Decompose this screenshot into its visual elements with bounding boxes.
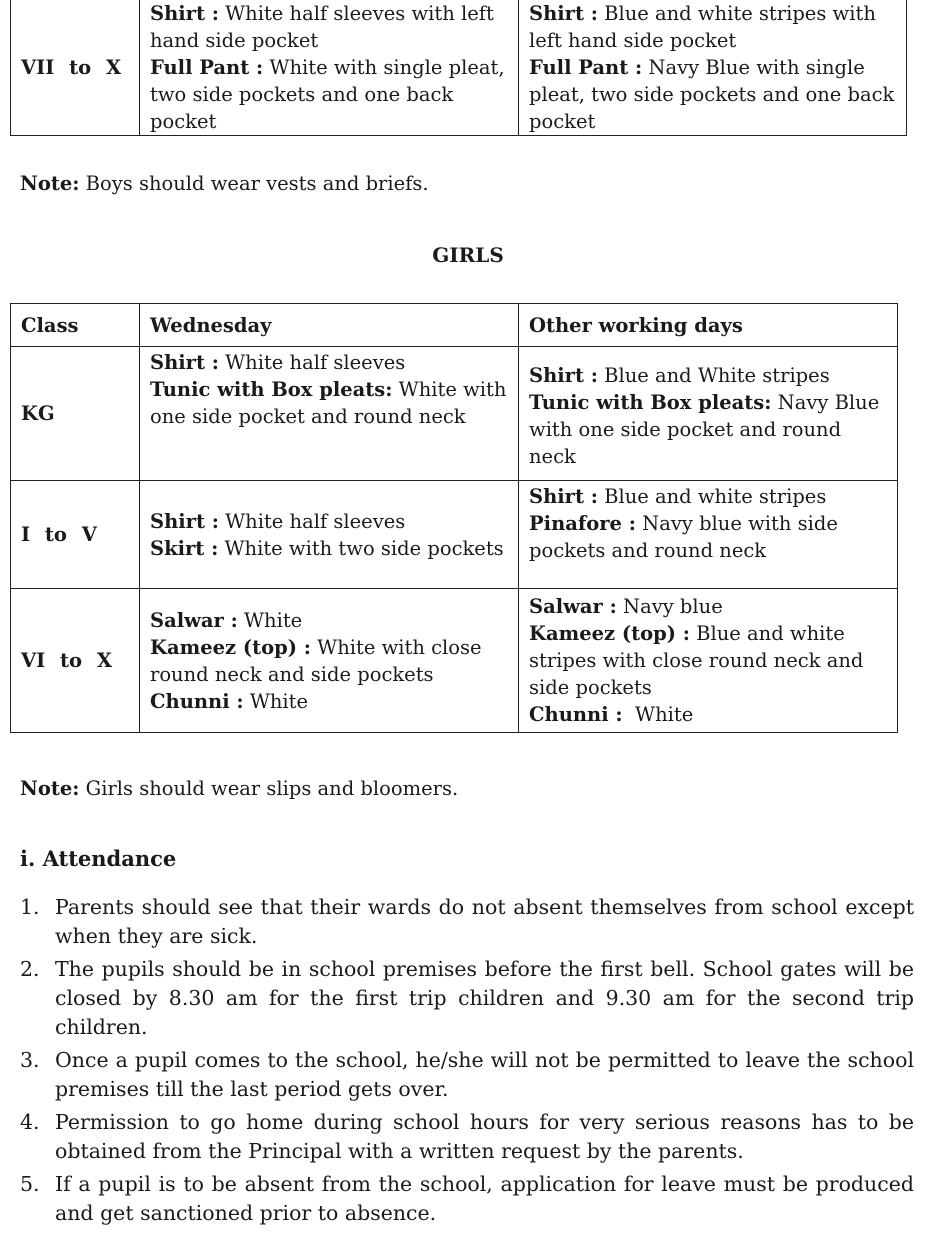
list-item: 1. Parents should see that their wards do not absent themselves from school except when they are sick.: [20, 895, 914, 948]
list-item: 2. The pupils should be in school premises before the first bell. School gates will be closed by 8.30 am for the first trip children and 9.30 am for the second trip children.: [20, 957, 914, 1039]
other-days-cell: Shirt : Blue and white stripes Pinafore : Navy blue with side pockets and round neck: [519, 481, 898, 589]
header-wednesday: Wednesday: [140, 304, 519, 347]
class-cell: KG: [11, 347, 140, 481]
list-item: 3. Once a pupil comes to the school, he/she will not be permitted to leave the school premises till the last period gets over.: [20, 1048, 914, 1101]
wednesday-cell: Shirt : White half sleeves Tunic with Box pleats: White with one side pocket and round neck: [140, 347, 519, 481]
girls-note: Note: Girls should wear slips and bloomers.: [20, 777, 459, 800]
list-item: 5. If a pupil is to be absent from the school, application for leave must be produced and get sanctioned prior to absence.: [20, 1172, 914, 1225]
other-days-cell: Salwar : Navy blue Kameez (top) : Blue and white stripes with close round neck and side pockets Chunni : White: [519, 589, 898, 733]
attendance-title: i. Attendance: [20, 846, 177, 871]
class-cell: VI to X: [11, 589, 140, 733]
attendance-list: [20, 893, 914, 1232]
table-header-row: [11, 304, 898, 347]
wednesday-cell: Salwar : White Kameez (top) : White with close round neck and side pockets Chunni : White: [140, 589, 519, 733]
boys-uniform-table: [10, 0, 907, 136]
girls-uniform-table: [10, 303, 898, 733]
other-days-cell: Shirt : Blue and White stripes Tunic with Box pleats: Navy Blue with one side pocket and round neck: [519, 347, 898, 481]
list-item: 4. Permission to go home during school hours for very serious reasons has to be obtained from the Principal with a written request by the parents.: [20, 1110, 914, 1163]
class-cell: I to V: [11, 481, 140, 589]
boys-note: Note: Boys should wear vests and briefs.: [20, 172, 429, 195]
girls-heading: GIRLS: [432, 243, 504, 267]
header-class: Class: [11, 304, 140, 347]
other-days-cell: Shirt : Blue and white stripes with left hand side pocket Full Pant : Navy Blue with single pleat, two side pockets and one back pocket: [519, 0, 907, 136]
table-row: [11, 0, 907, 136]
table-row: [11, 347, 898, 481]
table-row: [11, 481, 898, 589]
header-other-days: Other working days: [519, 304, 898, 347]
class-cell: VII to X: [11, 0, 140, 136]
wednesday-cell: Shirt : White half sleeves with left hand side pocket Full Pant : White with single pleat, two side pockets and one back pocket: [140, 0, 519, 136]
table-row: [11, 589, 898, 733]
wednesday-cell: Shirt : White half sleeves Skirt : White with two side pockets: [140, 481, 519, 589]
